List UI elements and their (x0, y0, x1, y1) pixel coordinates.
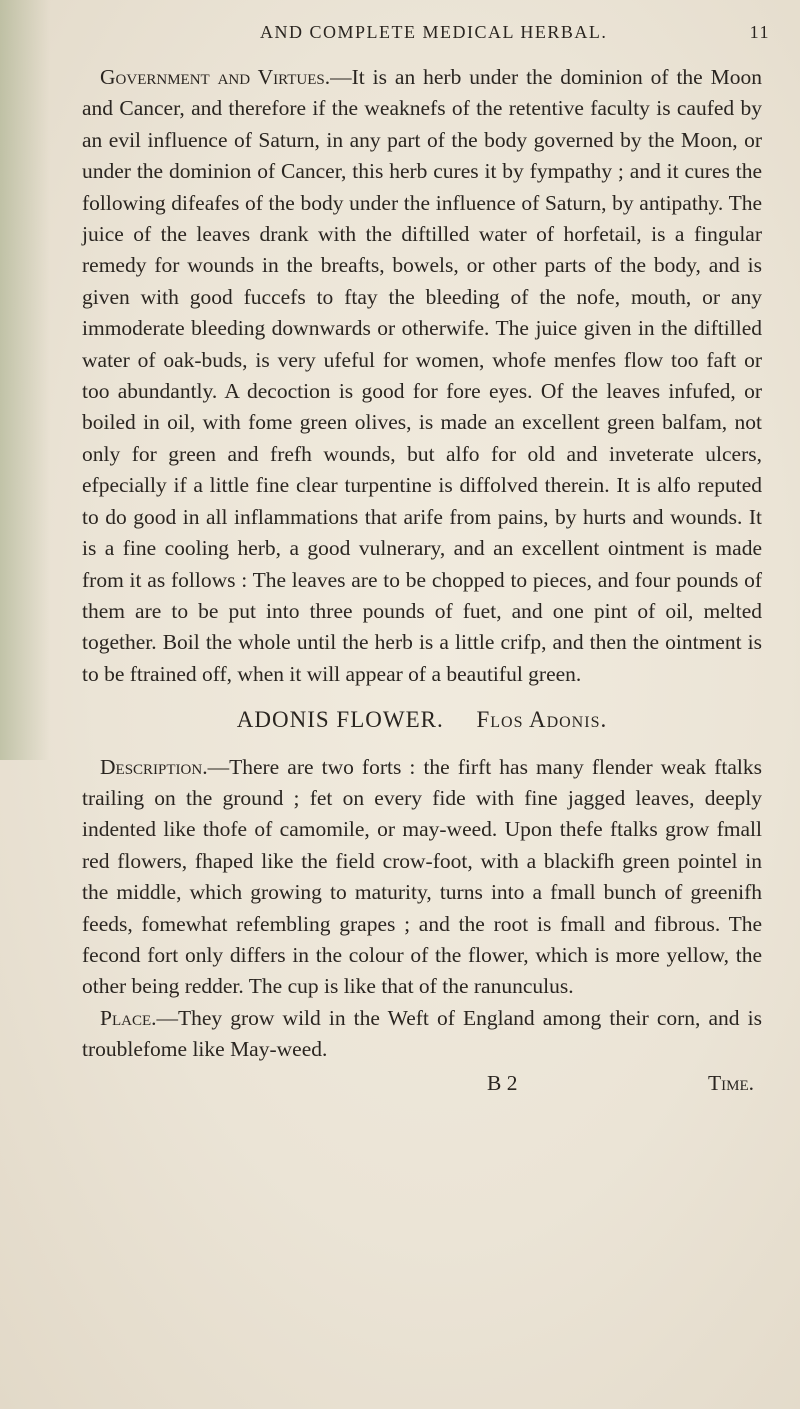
section-heading (82, 704, 762, 735)
paragraph-place (82, 1003, 762, 1066)
page-number: 11 (749, 22, 770, 42)
catchword: Time. (707, 1070, 754, 1095)
body-text (82, 62, 762, 1099)
section-heading-english: ADONIS FLOWER. (236, 707, 444, 733)
description-text: —There are two forts : the firft has many flender weak ftalks trailing on the ground ; fet on every fide with fine jagged leaves, deeply indented like thofe of camomile, or may-weed. Upon thefe ftalks grow fmall red flowers, fhaped like the field crow-foot, with a blackifh green pointel in the middle, which growing to maturity, turns into a fmall bunch of greenifh feeds, fomewhat refembling grapes ; and the root is fmall and fibrous. The fecond fort only differs in the colour of the flower, which is more yellow, the other being redder. The cup is like that of the ranunculus. (82, 754, 762, 999)
place-label: Place. (100, 1005, 157, 1030)
running-head-title: AND COMPLETE MEDICAL HERBAL. (260, 22, 608, 42)
signature-mark: B 2 (487, 1070, 518, 1095)
description-label: Description. (100, 754, 208, 779)
place-text: —They grow wild in the Weft of England among their corn, and is troublefome like May-weed. (82, 1005, 762, 1062)
page-footer (82, 1068, 762, 1099)
paragraph-description (82, 752, 762, 1003)
government-label: Government and Virtues. (100, 65, 331, 89)
government-text: —It is an herb under the dominion of the Moon and Cancer, and therefore if the weaknefs of the retentive faculty is caufed by an evil influence of Saturn, in any part of the body governed by the Moon, or under the dominion of Cancer, this herb cures it by fympathy ; and it cures the following difeafes of the body under the influence of Saturn, by antipathy. The juice of the leaves drank with the diftilled water of horfetail, is a fingular remedy for wounds in the breafts, bowels, or other parts of the body, and is given with good fuccefs to ftay the bleeding of the nofe, mouth, or any immoderate bleeding downwards or otherwife. The juice given in the diftilled water of oak-buds, is very ufeful for women, whofe menfes flow too faft or too abundantly. A decoction is good for fore eyes. Of the leaves infufed, or boiled in oil, with fome green olives, is made an excellent green balfam, not only for green and frefh wounds, but alfo for old and inveterate ulcers, efpecially if a little fine clear turpentine is diffolved therein. It is alfo reputed to do good in all inflammations that arife from pains, by hurts and wounds. It is a fine cooling herb, a good vulnerary, and an excellent ointment is made from it as follows : The leaves are to be chopped to pieces, and four pounds of them are to be put into three pounds of fuet, and one pint of oil, melted together. Boil the whole until the herb is a little crifp, and then the ointment is to be ftrained off, when it will appear of a beautiful green. (82, 65, 762, 686)
paragraph-government (82, 62, 762, 690)
running-head (180, 22, 770, 52)
section-heading-latin: Flos Adonis. (476, 707, 608, 733)
